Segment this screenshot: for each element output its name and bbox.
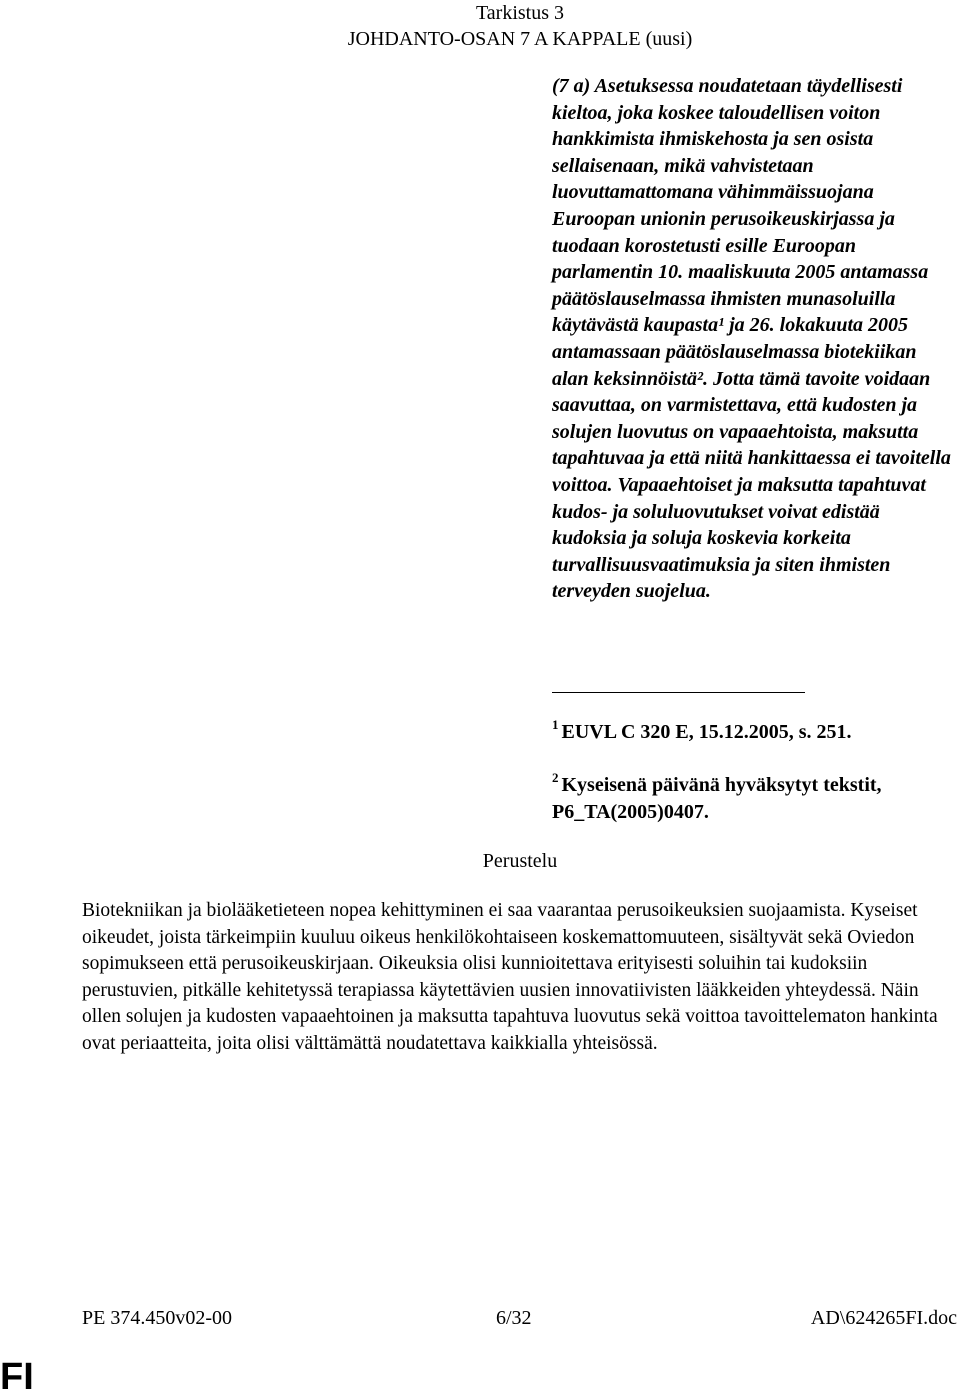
footnote-text: Kyseisenä päivänä hyväksytyt tekstit, P6_TA(2005)0407.: [552, 774, 882, 823]
footnote-separator: [552, 692, 805, 693]
footnote-1: [552, 719, 952, 746]
page-header: [320, 0, 720, 52]
justification-text: Biotekniikan ja biolääketieteen nopea kehittyminen ei saa vaarantaa perusoikeuksien suojaamista. Kyseiset oikeudet, joista tärkeimpiin kuuluu oikeus henkilökohtaiseen koskemattomuuteen, sisältyvät sekä Oviedon sopimukseen että perusoikeuskirjaan. Oikeuksia olisi kunnioitettava erityisesti soluihin tai kudoksiin perustuvien, pitkälle kehitetyssä terapiassa käytettävien uusien innovatiivisten lääkkeiden yhteydessä. Näin ollen solujen ja kudosten vapaaehtoinen ja maksutta tapahtuva luovutus sekä voittoa tavoittelematon hankinta ovat periaatteita, joita olisi välttämättä noudatettava kaikkialla yhteisössä.: [82, 900, 938, 1054]
justification-heading: Perustelu: [482, 850, 558, 872]
footnote-2: [552, 772, 952, 826]
recital-title: JOHDANTO-OSAN 7 A KAPPALE (uusi): [347, 28, 693, 50]
amendment-text: (7 a) Asetuksessa noudatetaan täydellisesti kieltoa, joka koskee taloudellisen voiton hankkimista ihmiskehosta ja sen osista sellaisenaan, mikä vahvistetaan luovuttamattomana vähimmäissuojana Euroopan unionin perusoikeuskirjassa ja tuodaan korostetusti esille Euroopan parlamentin 10. maaliskuuta 2005 antamassa päätöslauselmassa ihmisten munasoluilla käytävästä kaupasta¹ ja 26. lokakuuta 2005 antamassaan päätöslauselmassa biotekiikan alan keksinnöistä². Jotta tämä tavoite voidaan saavuttaa, on varmistettava, että kudosten ja solujen luovutus on vapaaehtoista, maksutta tapahtuvaa ja että niitä hankittaessa ei tavoitella voittoa. Vapaaehtoiset ja maksutta tapahtuvat kudos- ja soluluovutukset voivat edistää kudoksia ja soluja koskevia korkeita turvallisuusvaatimuksia ja siten ihmisten terveyden suojelua.: [552, 75, 951, 603]
footer-file-name: AD\624265FI.doc: [810, 1307, 957, 1329]
footnote-text: EUVL C 320 E, 15.12.2005, s. 251.: [561, 721, 852, 743]
footer-page-number: 6/32: [496, 1307, 532, 1329]
footnote-number: 2: [552, 770, 559, 785]
amendment-number: Tarkistus 3: [475, 2, 565, 24]
footer-doc-ref: PE 374.450v02-00: [82, 1307, 232, 1329]
language-code: FI: [0, 1356, 34, 1398]
footnote-number: 1: [552, 717, 559, 732]
